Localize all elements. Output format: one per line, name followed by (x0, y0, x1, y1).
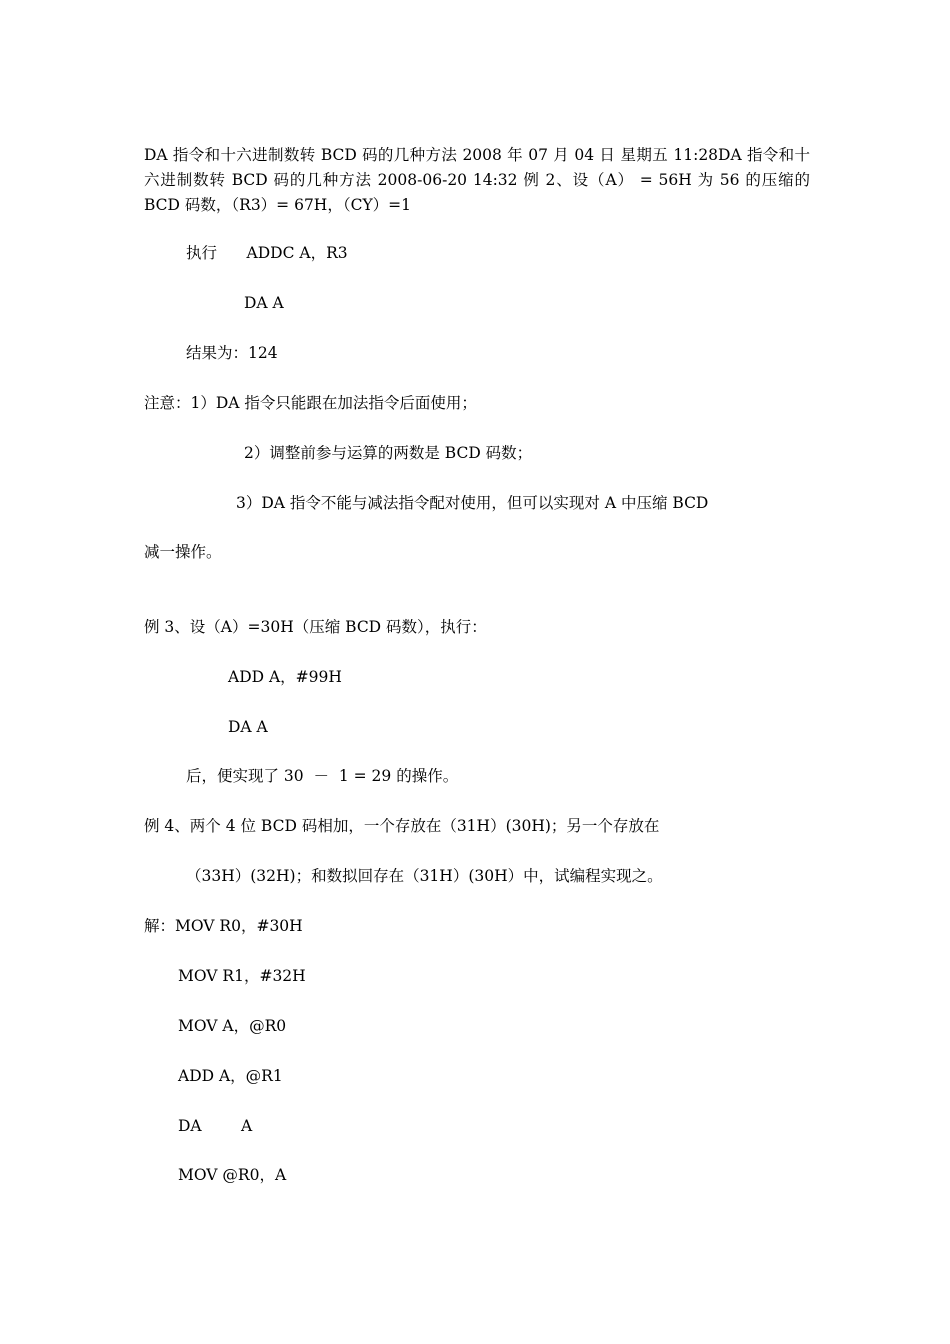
solution-line-4: ADD A，@R1 (178, 1067, 283, 1085)
example-4-cont: （33H）(32H)；和数拟回存在（31H）(30H）中，试编程实现之。 (186, 867, 663, 885)
solution-line-1: 解：MOV R0，#30H (144, 917, 303, 935)
result-line: 结果为：124 (186, 344, 278, 362)
solution-line-5: DA A (178, 1117, 253, 1135)
solution-line-3: MOV A，@R0 (178, 1017, 287, 1035)
exec-addc-line: 执行 ADDC A，R3 (186, 244, 348, 262)
note-line-1: 注意：1）DA 指令只能跟在加法指令后面使用； (144, 394, 477, 412)
add-a-line: ADD A，#99H (228, 668, 342, 686)
note-line-3-cont: 减一操作。 (144, 543, 222, 561)
solution-line-6: MOV @R0，A (178, 1166, 287, 1184)
solution-line-2: MOV R1，#32H (178, 967, 306, 985)
example-3-heading: 例 3、设（A）=30H（压缩 BCD 码数），执行： (144, 618, 487, 636)
example-3-result: 后，便实现了 30 － 1 = 29 的操作。 (186, 767, 459, 785)
da-a-line-2: DA A (228, 718, 268, 736)
da-a-line-1: DA A (244, 294, 284, 312)
note-line-3: 3）DA 指令不能与减法指令配对使用，但可以实现对 A 中压缩 BCD (236, 494, 709, 512)
intro-paragraph: DA 指令和十六进制数转 BCD 码的几种方法 2008 年 07 月 04 日 星期五 11:28DA 指令和十六进制数转 BCD 码的几种方法 2008-06-20 14:32 例 2、设（A） = 56H 为 56 的压缩的 BCD 码数，（R3）= 67H，（CY）=1 (144, 146, 810, 214)
note-line-2: 2）调整前参与运算的两数是 BCD 码数； (244, 444, 533, 462)
example-4-heading: 例 4、两个 4 位 BCD 码相加，一个存放在（31H）(30H)；另一个存放在 (144, 817, 660, 835)
